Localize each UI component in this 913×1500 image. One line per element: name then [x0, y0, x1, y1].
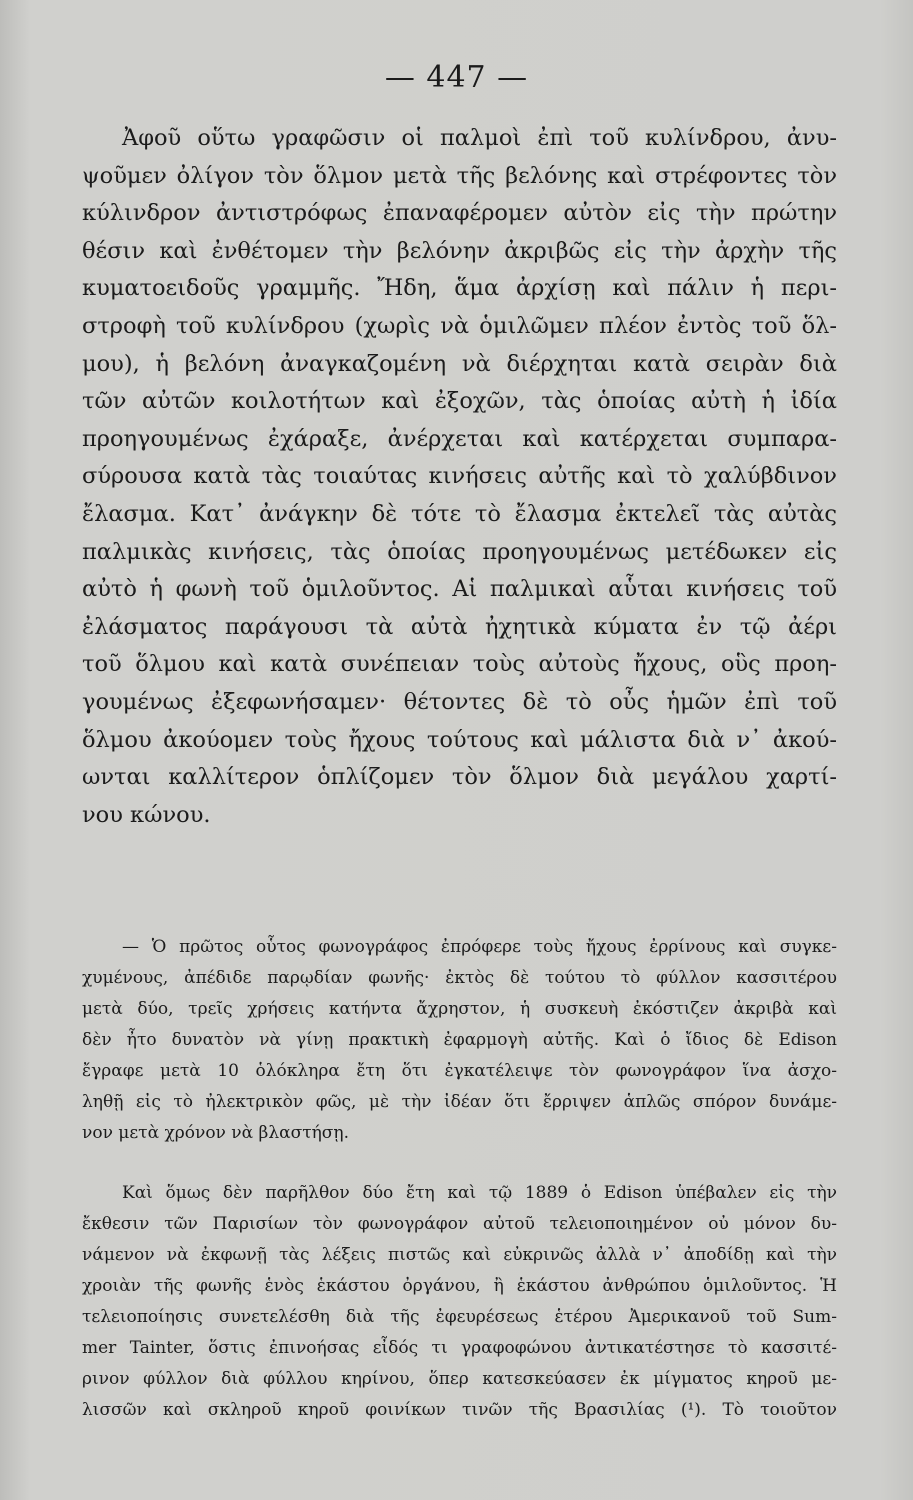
text-line: σύρουσα κατὰ τὰς τοιαύτας κινήσεις αὐτῆς καὶ τὸ χαλύβδινον: [82, 463, 837, 490]
text-line: κυματοειδοῦς γραμμῆς. Ἤδη, ἅμα ἀρχίσῃ καὶ πάλιν ἡ περι-: [82, 275, 837, 302]
note-line: μετὰ δύο, τρεῖς χρήσεις κατήντα ἄχρηστον, ἡ συσκευὴ ἐκόστιζεν ἀκριβὰ καὶ: [82, 999, 837, 1019]
text-line: νου κώνου.: [82, 801, 211, 828]
text-line: μου), ἡ βελόνη ἀναγκαζομένη νὰ διέρχηται κατὰ σειρὰν διὰ: [82, 350, 837, 377]
note-line: ἔγραφε μετὰ 10 ὁλόκληρα ἔτη ὅτι ἐγκατέλειψε τὸν φωνογράφον ἵνα ἀσχο-: [82, 1061, 837, 1081]
text-line: στροφὴ τοῦ κυλίνδρου (χωρὶς νὰ ὁμιλῶμεν πλέον ἐντὸς τοῦ ὅλ-: [82, 312, 837, 339]
note-line: χυμένους, ἀπέδιδε παρῳδίαν φωνῆς· ἐκτὸς δὲ τούτου τὸ φύλλον κασσιτέρου: [82, 968, 837, 988]
text-line: τῶν αὐτῶν κοιλοτήτων καὶ ἐξοχῶν, τὰς ὁποίας αὐτὴ ἡ ἰδία: [82, 388, 837, 415]
note-line: τελειοποίησις συνετελέσθη διὰ τῆς ἐφευρέσεως ἑτέρου Ἀμερικανοῦ τοῦ Sum-: [82, 1307, 837, 1327]
text-line: ψοῦμεν ὀλίγον τὸν ὅλμον μετὰ τῆς βελόνης καὶ στρέφοντες τὸν: [82, 162, 837, 189]
text-line: ωνται καλλίτερον ὁπλίζομεν τὸν ὅλμον διὰ μεγάλου χαρτί-: [82, 764, 837, 791]
note-line: χροιὰν τῆς φωνῆς ἑνὸς ἑκάστου ὀργάνου, ἢ ἑκάστου ἀνθρώπου ὁμιλοῦντος. Ἡ: [82, 1276, 837, 1296]
page-number: — 447 —: [384, 60, 529, 95]
text-line: παλμικὰς κινήσεις, τὰς ὁποίας προηγουμένως μετέδωκεν εἰς: [82, 538, 837, 565]
main-paragraph: [82, 120, 837, 834]
note-line: mer Tainter, ὅστις ἐπινοήσας εἶδός τι γραφοφώνου ἀντικατέστησε τὸ κασσιτέ-: [82, 1338, 837, 1358]
text-line: Ἀφοῦ οὕτω γραφῶσιν οἱ παλμοὶ ἐπὶ τοῦ κυλίνδρου, ἀνυ-: [122, 125, 837, 151]
text-line: θέσιν καὶ ἐνθέτομεν τὴν βελόνην ἀκριβῶς εἰς τὴν ἀρχὴν τῆς: [82, 237, 837, 264]
note-line: — Ὁ πρῶτος οὗτος φωνογράφος ἐπρόφερε τοὺς ἤχους ἐρρίνους καὶ συγκε-: [122, 937, 837, 957]
note-line: ἔκθεσιν τῶν Παρισίων τὸν φωνογράφον αὐτοῦ τελειοποιημένον οὐ μόνον δυ-: [82, 1214, 837, 1234]
text-line: γουμένως ἐξεφωνήσαμεν· θέτοντες δὲ τὸ οὖς ἡμῶν ἐπὶ τοῦ: [82, 688, 837, 715]
text-line: ἐλάσματος παράγουσι τὰ αὐτὰ ἠχητικὰ κύματα ἐν τῷ ἀέρι: [82, 613, 837, 640]
note-line: ληθῇ εἰς τὸ ἠλεκτρικὸν φῶς, μὲ τὴν ἰδέαν ὅτι ἔρριψεν ἁπλῶς σπόρον δυνάμε-: [82, 1092, 837, 1112]
text-line: ὅλμου ἀκούομεν τοὺς ἤχους τούτους καὶ μάλιστα διὰ ν᾽ ἀκού-: [82, 726, 837, 753]
note-line: νον μετὰ χρόνον νὰ βλαστήσῃ.: [82, 1123, 349, 1143]
note-line: δὲν ἦτο δυνατὸν νὰ γίνῃ πρακτικὴ ἐφαρμογὴ αὐτῆς. Καὶ ὁ ἴδιος δὲ Edison: [82, 1030, 837, 1050]
text-line: προηγουμένως ἐχάραξε, ἀνέρχεται καὶ κατέρχεται συμπαρα-: [82, 425, 837, 452]
small-print-section: [82, 932, 837, 1426]
text-line: ἔλασμα. Κατ᾽ ἀνάγκην δὲ τότε τὸ ἔλασμα ἐκτελεῖ τὰς αὐτὰς: [82, 500, 837, 527]
note-line: Καὶ ὅμως δὲν παρῆλθον δύο ἔτη καὶ τῷ 1889 ὁ Edison ὑπέβαλεν εἰς τὴν: [122, 1183, 837, 1203]
text-line: κύλινδρον ἀντιστρόφως ἐπαναφέρομεν αὐτὸν εἰς τὴν πρώτην: [82, 200, 837, 227]
note-line: λισσῶν καὶ σκληροῦ κηροῦ φοινίκων τινῶν τῆς Βρασιλίας (¹). Τὸ τοιοῦτον: [82, 1400, 837, 1420]
text-line: αὐτὸ ἡ φωνὴ τοῦ ὁμιλοῦντος. Αἱ παλμικαὶ αὗται κινήσεις τοῦ: [82, 576, 837, 603]
note-line: ρινον φύλλον διὰ φύλλου κηρίνου, ὅπερ κατεσκεύασεν ἐκ μίγματος κηροῦ με-: [82, 1369, 837, 1389]
text-line: τοῦ ὅλμου καὶ κατὰ συνέπειαν τοὺς αὐτοὺς ἤχους, οὓς προη-: [82, 651, 837, 678]
note-line: νάμενον νὰ ἐκφωνῇ τὰς λέξεις πιστῶς καὶ εὐκρινῶς ἀλλὰ ν᾽ ἀποδίδῃ καὶ τὴν: [82, 1245, 837, 1265]
